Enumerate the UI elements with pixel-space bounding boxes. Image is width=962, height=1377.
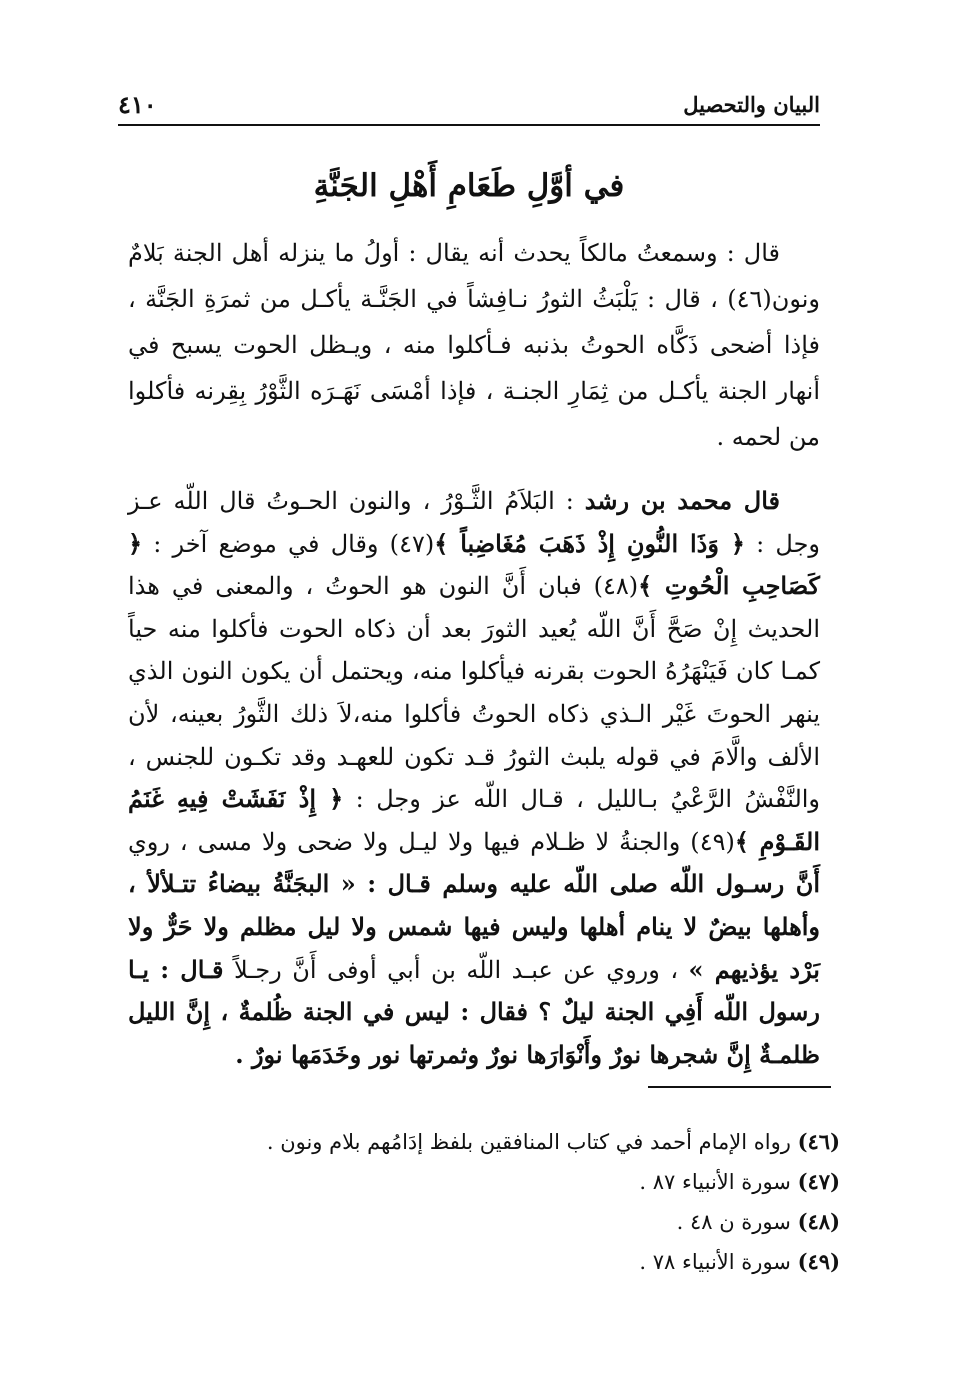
quran-quote: ﴿ إِذْ نَفَشَتْ فِيهِ غَنَمُ القَـوْمِ ﴾ xyxy=(128,784,821,856)
footnote-divider xyxy=(648,1086,831,1088)
paragraph-text: قال : وسمعتُ مالكاً يحدث أنه يقال : أولُ ما ينزله أهل الجنة بَلامٌ ونون(٤٦) ، قال : يَلْبَثُ الثورُ نـافِشاً في الجَنَّـة يأكـل من ثمرَةِ الجَنَّة ، فإذا أضحى ذَكَّاه الحوتُ بذنبه فـأكلوا منه ، ويـظل الحوت يسبح في أنهار الجنة يأكـل من ثِمَارِ الجنـة ، فإذا أمْسَى نَهَـرَه الثَّوْرُ بِقِرنه فأكلوا من لحمه . xyxy=(128,239,820,451)
footnote-text: سورة الأنبياء ٧٨ . xyxy=(639,1250,798,1274)
footnote-text: سورة ن ٤٨ . xyxy=(676,1210,798,1234)
commentary-segment: : البَلاَمُ الثَّـوْرُ ، والنون الحـوتُ قال اللّه عـز وجل : xyxy=(128,487,820,558)
footnote-text: رواه الإمام أحمد في كتاب المنافقين بلفظ إدَامُهم بلام ونون . xyxy=(266,1130,798,1154)
commentary-text xyxy=(128,480,820,1076)
hadith-quote: قـال : يـا رسول اللّه أَفِي الجنة ليلٌ ؟ فقال : ليس في الجنة ظُلمةٌ ، إِنَّ الليل ظلمـةٌ إِنَّ شجرها نورٌ وأَنْوَارَها نورٌ وثمرتها نور وخَدَمَها نورٌ . xyxy=(128,954,820,1069)
page-number: ٤١٠ xyxy=(118,90,157,119)
hadith-quote: أَنَّ رسـول اللّه صلى اللّه عليه وسلم قـال : « البجَنَّةُ بيضاءُ تتـلألأ ، وأهلها بيضٌ لا ينام أهلها وليس فيها شمس ولا ليل مظلم ولا حَرٌّ ولا بَرْد يؤذيهم » xyxy=(128,869,820,984)
speaker-name: قال محمد بن رشد xyxy=(584,486,780,515)
footnote-number: (٤٨) xyxy=(797,1209,840,1234)
footnote-number: (٤٦) xyxy=(797,1129,840,1154)
paragraph-narration xyxy=(128,230,820,460)
footnote xyxy=(128,1122,840,1162)
section-title: في أوَّلِ طَعَامِ أَهْلِ الجَنَّةِ xyxy=(313,168,625,204)
footnote-text: سورة الأنبياء ٨٧ . xyxy=(639,1170,798,1194)
page-header xyxy=(118,84,820,126)
running-title: البيان والتحصيل xyxy=(683,92,820,117)
footnote-number: (٤٩) xyxy=(797,1249,840,1274)
quran-quote: ﴿ كَصَاحِبِ الْحُوتِ ﴾ xyxy=(128,528,820,601)
commentary-segment: (٤٧) وقال في موضع آخر : xyxy=(142,529,435,558)
commentary-segment: (٤٨) فبان أَنَّ النون هو الحوتُ ، والمعنى في هذا الحديث إِنْ صَحَّ أَنَّ اللّه يُعيد الثورَ بعد أن ذكاه الحوت فأكلوا منه حياً كمـا كان فَيَنْهَرُهُ الحوت بقرنه فيأكلوا منه، ويحتمل أن يكون النون الذي ينهر الحوتَ غَيْر الـذي ذكاه الحوتُ فأكلوا منه،لاَ ذلك الثَّورُ بعينه، لأن الألف والَّامَ في قوله يلبث الثورُ قـد تكون للعهـد وقد تكـون للجنس ، والنَّفْشُ الرَّعْيُ بـالليل ، قـال اللّه عز وجل : xyxy=(128,572,821,814)
commentary-segment: ، وروي عن عبـد اللّه بن أبي أوفى أَنَّ رجـلاً xyxy=(223,955,689,984)
footnote xyxy=(128,1162,840,1202)
footnote xyxy=(128,1202,840,1242)
commentary-segment: (٤٩) والجنةُ لا ظـلام فيها ولا ليـل ولا ضحى ولا مسى ، روي xyxy=(128,827,735,856)
footnote xyxy=(128,1242,840,1282)
quran-quote: ﴿ وَذَا النُّونِ إِذْ ذَهَبَ مُغَاضِباً ﴾ xyxy=(434,528,745,558)
footnote-number: (٤٧) xyxy=(797,1169,840,1194)
paragraph-commentary xyxy=(128,480,820,1076)
footnotes xyxy=(128,1122,840,1282)
